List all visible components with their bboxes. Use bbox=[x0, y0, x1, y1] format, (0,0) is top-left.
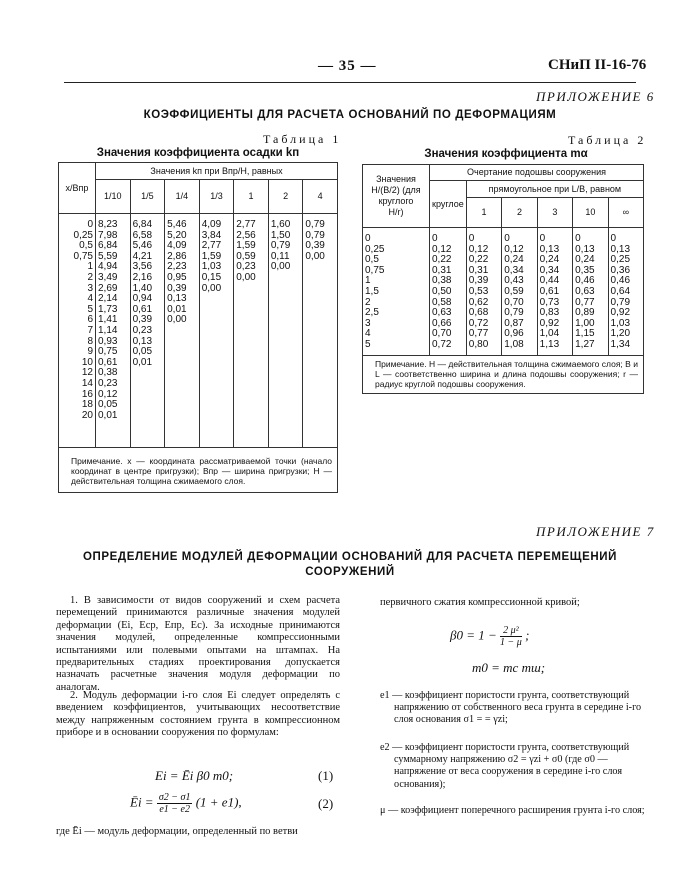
table-1-group-header: Значения kп при Bпр/H, равных bbox=[96, 163, 338, 180]
table-cell: 6,84 bbox=[132, 219, 153, 230]
table-cell: 4 bbox=[365, 328, 371, 340]
table-1-col-header: 1/3 bbox=[199, 180, 234, 214]
table-cell: 0,23 bbox=[236, 261, 256, 273]
table-cell: 5 bbox=[365, 338, 371, 350]
table-cell: 0,80 bbox=[468, 338, 489, 350]
table-1-column bbox=[130, 214, 165, 448]
table-cell: 20 bbox=[81, 409, 93, 421]
table-2-col-header: 10 bbox=[573, 198, 608, 228]
table-cell: 0,75 bbox=[365, 264, 385, 276]
table-cell: 1,04 bbox=[539, 328, 560, 340]
table-cell: 2,77 bbox=[236, 219, 256, 230]
table-cell: 0,31 bbox=[432, 264, 452, 276]
table-cell: 1,5 bbox=[365, 285, 379, 297]
table-cell: 4,09 bbox=[201, 219, 222, 230]
table-cell: 0,50 bbox=[432, 285, 452, 297]
table-2-round-header: круглое bbox=[430, 181, 467, 228]
appendix-6-title: КОЭФФИЦИЕНТЫ ДЛЯ РАСЧЕТА ОСНОВАНИЙ ПО ДЕФОРМАЦИЯМ bbox=[143, 109, 557, 121]
table-cell: 0,01 bbox=[98, 409, 118, 421]
table-2-col-header: 3 bbox=[537, 198, 572, 228]
definition-e1: e1 — коэффициент пористости грунта, соответствующий напряжению от собственного веса грунта в середине i-го слоя основания σ1 = = γzi; bbox=[380, 690, 642, 726]
table-cell: 1,00 bbox=[575, 317, 595, 329]
table-cell: 0,38 bbox=[98, 367, 118, 379]
table-cell: 2 bbox=[365, 296, 371, 308]
table-1-column bbox=[268, 214, 303, 448]
page-number: — 35 — bbox=[318, 58, 377, 74]
table-cell: 1,73 bbox=[98, 303, 118, 315]
table-cell: 0 bbox=[539, 233, 546, 244]
equation-beta: β0 = 1 − $\frac{\text{2 μ²}}{1 - \mu}$ ; bbox=[450, 625, 530, 648]
table-cell: 0,13 bbox=[610, 243, 631, 255]
table-cell: 0,13 bbox=[539, 243, 560, 255]
table-cell: 3 bbox=[87, 282, 93, 294]
table-cell: 2,77 bbox=[201, 240, 222, 252]
table-cell: 0,46 bbox=[610, 275, 631, 287]
table-cell: 2,5 bbox=[365, 307, 379, 319]
table-cell: 0,77 bbox=[575, 296, 595, 308]
table-cell: 0,92 bbox=[610, 307, 631, 319]
table-cell: 0,79 bbox=[305, 229, 325, 241]
table-cell: 1,27 bbox=[575, 338, 595, 350]
table-cell: 0,01 bbox=[132, 356, 153, 368]
paragraph-1: 1. В зависимости от видов сооружений и схем расчета перемещений принимаются различные значения модулей деформации (Ei, Eср, Eпр, Ec). За исходные принимаются значения модулей, определенные компрессионными испытаниями или полевыми опытами на штампах. На предварительных стадиях проектирования допускается назначать расчетные значения модуля деформации по аналогам. bbox=[56, 595, 340, 693]
table-cell: 0,58 bbox=[432, 296, 452, 308]
table-cell: 5,59 bbox=[98, 250, 118, 262]
table-cell: 4 bbox=[87, 293, 93, 305]
table-cell: 0,12 bbox=[504, 243, 524, 255]
table-cell: 6,58 bbox=[132, 229, 153, 241]
table-1-col-header: 1/5 bbox=[130, 180, 165, 214]
table-cell: 6 bbox=[87, 314, 93, 326]
table-cell: 0,62 bbox=[468, 296, 489, 308]
table-cell: 0,24 bbox=[575, 254, 595, 266]
table-cell: 0,15 bbox=[201, 271, 222, 283]
table-cell: 1,15 bbox=[575, 328, 595, 340]
table-cell: 0,44 bbox=[539, 275, 560, 287]
table-cell: 0,5 bbox=[365, 254, 379, 266]
table-cell: 0,00 bbox=[236, 271, 256, 283]
document-code: СНиП II-16-76 bbox=[548, 57, 647, 73]
appendix-7-title-line-1: ОПРЕДЕЛЕНИЕ МОДУЛЕЙ ДЕФОРМАЦИИ ОСНОВАНИЙ ДЛЯ РАСЧЕТА ПЕРЕМЕЩЕНИЙ bbox=[82, 551, 618, 563]
table-cell: 1,59 bbox=[201, 250, 222, 262]
table-2-note: Примечание. H — действительная толщина сжимаемого слоя; B и L — соответственно ширина и длина подошвы сооружения; r — радиус круглой подошвы сооружения. bbox=[363, 356, 644, 394]
table-cell: 0,13 bbox=[575, 243, 595, 255]
table-cell: 1,14 bbox=[98, 324, 118, 336]
table-cell: 0,79 bbox=[610, 296, 631, 308]
appendix-7-title-line-2: СООРУЖЕНИЙ bbox=[305, 566, 395, 578]
table-cell: 0,93 bbox=[98, 335, 118, 347]
table-2-column bbox=[573, 228, 608, 356]
table-cell: 0,05 bbox=[132, 346, 153, 358]
table-cell: 1,50 bbox=[270, 229, 291, 241]
table-cell: 5 bbox=[87, 303, 93, 315]
table-cell: 0,12 bbox=[468, 243, 489, 255]
table-1-caption: Значения коэффициента осадки kп bbox=[96, 147, 300, 159]
table-cell: 0,89 bbox=[575, 307, 595, 319]
table-cell: 0,61 bbox=[132, 303, 153, 315]
equation-1-number: (1) bbox=[318, 768, 334, 783]
table-cell: 0,22 bbox=[468, 254, 489, 266]
table-2-column bbox=[608, 228, 643, 356]
table-2-column bbox=[537, 228, 572, 356]
table-cell: 1,41 bbox=[98, 314, 118, 326]
header-rule bbox=[64, 82, 636, 83]
table-cell: 0 bbox=[365, 233, 371, 244]
table-cell: 1 bbox=[87, 261, 93, 273]
table-cell: 2,86 bbox=[167, 250, 187, 262]
appendix-6-label: ПРИЛОЖЕНИЕ 6 bbox=[536, 89, 655, 104]
table-1-x-column bbox=[59, 214, 96, 448]
table-cell: 0,53 bbox=[468, 285, 489, 297]
table-cell: 1,40 bbox=[132, 282, 153, 294]
table-cell: 5,46 bbox=[167, 219, 187, 230]
table-cell: 5,20 bbox=[167, 229, 187, 241]
table-cell: 2,14 bbox=[98, 293, 118, 305]
table-cell: 8,23 bbox=[98, 219, 118, 230]
table-cell: 0,39 bbox=[132, 314, 153, 326]
equation-1: Ei = Ēi β0 m0; bbox=[155, 768, 234, 783]
table-cell: 0,24 bbox=[539, 254, 560, 266]
table-1-row-header: x/Bпр bbox=[59, 163, 96, 214]
table-cell: 12 bbox=[81, 367, 93, 379]
table-cell: 3,84 bbox=[201, 229, 222, 241]
table-1-column bbox=[234, 214, 269, 448]
table-2-column bbox=[466, 228, 501, 356]
table-cell: 7,98 bbox=[98, 229, 118, 241]
table-cell: 0,87 bbox=[504, 317, 524, 329]
table-cell: 0,43 bbox=[504, 275, 524, 287]
table-cell: 4,09 bbox=[167, 240, 187, 252]
table-cell: 3 bbox=[365, 317, 371, 329]
table-cell: 0,70 bbox=[432, 328, 452, 340]
table-cell: 0,59 bbox=[504, 285, 524, 297]
table-1-col-header: 2 bbox=[268, 180, 303, 214]
table-2-col-header: 1 bbox=[466, 198, 501, 228]
table-2-col-header: 2 bbox=[502, 198, 537, 228]
table-cell: 0,72 bbox=[432, 338, 452, 350]
equation-2: Ēi = $\frac{\sigma 2 - \sigma 1}{e1 - e2}$ (1 + e1), bbox=[130, 792, 242, 815]
table-1-column bbox=[96, 214, 131, 448]
table-cell: 0,23 bbox=[132, 324, 153, 336]
table-cell: 4,94 bbox=[98, 261, 118, 273]
table-cell: 0,00 bbox=[305, 250, 325, 262]
table-cell: 0,59 bbox=[236, 250, 256, 262]
table-cell: 0,36 bbox=[610, 264, 631, 276]
table-cell: 0,00 bbox=[201, 282, 222, 294]
table-cell: 0,13 bbox=[167, 293, 187, 305]
table-cell: 0,46 bbox=[575, 275, 595, 287]
table-cell: 4,21 bbox=[132, 250, 153, 262]
table-cell: 0,63 bbox=[575, 285, 595, 297]
table-2-rect-header: прямоугольное при L/B, равном bbox=[466, 181, 643, 198]
table-cell: 0,34 bbox=[539, 264, 560, 276]
table-cell: 0,34 bbox=[504, 264, 524, 276]
table-cell: 0,73 bbox=[539, 296, 560, 308]
table-cell: 0,11 bbox=[270, 250, 290, 262]
table-cell: 0,70 bbox=[504, 296, 524, 308]
table-cell: 6,84 bbox=[98, 240, 118, 252]
table-cell: 1,03 bbox=[610, 317, 631, 329]
table-cell: 16 bbox=[81, 388, 93, 400]
table-cell: 1 bbox=[365, 275, 371, 287]
table-cell: 2,69 bbox=[98, 282, 118, 294]
table-2 bbox=[362, 164, 644, 394]
table-2-h-column bbox=[363, 228, 430, 356]
table-2-number: Таблица 2 bbox=[568, 133, 647, 147]
table-cell: 0,79 bbox=[270, 240, 291, 252]
table-cell: 0,68 bbox=[468, 307, 489, 319]
table-cell: 0,22 bbox=[432, 254, 452, 266]
table-cell: 0,95 bbox=[167, 271, 187, 283]
table-2-caption: Значения коэффициента mα bbox=[424, 148, 588, 160]
table-cell: 0,13 bbox=[132, 335, 153, 347]
definition-mu: μ — коэффициент поперечного расширения грунта i-го слоя; bbox=[380, 805, 645, 816]
where-clause: где Ēi — модуль деформации, определенный по ветви bbox=[56, 826, 298, 837]
table-1-col-header: 4 bbox=[303, 180, 338, 214]
table-cell: 0,24 bbox=[504, 254, 524, 266]
paragraph-continuation: первичного сжатия компрессионной кривой; bbox=[380, 597, 580, 608]
table-cell: 0,23 bbox=[98, 377, 118, 389]
table-cell: 0,25 bbox=[73, 229, 93, 241]
table-cell: 0,79 bbox=[504, 307, 524, 319]
table-cell: 0,72 bbox=[468, 317, 489, 329]
table-cell: 5,46 bbox=[132, 240, 153, 252]
table-1-number: Таблица 1 bbox=[263, 132, 342, 146]
paragraph-2: 2. Модуль деформации i-го слоя Ei следует определять с введением коэффициентов, учитывающих несоответствие между напряженным состоянием грунта в компрессионном приборе и в основании сооружения по формулам: bbox=[56, 690, 340, 739]
table-cell: 1,34 bbox=[610, 338, 631, 350]
table-cell: 0,77 bbox=[468, 328, 489, 340]
table-cell: 0,38 bbox=[432, 275, 452, 287]
table-2-row-header: Значения H/(B/2) (для круглого H/r) bbox=[363, 165, 430, 228]
table-cell: 2,16 bbox=[132, 271, 153, 283]
table-cell: 3,49 bbox=[98, 271, 118, 283]
table-cell: 0,5 bbox=[79, 240, 93, 252]
table-cell: 0 bbox=[575, 233, 581, 244]
table-cell: 0,39 bbox=[468, 275, 489, 287]
table-cell: 0,05 bbox=[98, 399, 118, 411]
equation-m0: m0 = mc mш; bbox=[472, 660, 546, 675]
table-2-group-header: Очертание подошвы сооружения bbox=[430, 165, 644, 181]
table-cell: 0,25 bbox=[365, 243, 385, 255]
table-cell: 0,39 bbox=[167, 282, 187, 294]
table-cell: 0,25 bbox=[610, 254, 631, 266]
table-cell: 1,20 bbox=[610, 328, 631, 340]
appendix-7-label: ПРИЛОЖЕНИЕ 7 bbox=[536, 524, 655, 539]
table-1-column bbox=[303, 214, 338, 448]
table-2-col-header: ∞ bbox=[608, 198, 643, 228]
table-cell: 1,60 bbox=[270, 219, 291, 230]
table-cell: 0,92 bbox=[539, 317, 560, 329]
table-cell: 2,56 bbox=[236, 229, 256, 241]
table-cell: 0,75 bbox=[98, 346, 118, 358]
table-cell: 0,83 bbox=[539, 307, 560, 319]
table-cell: 1,03 bbox=[201, 261, 222, 273]
table-cell: 0,00 bbox=[270, 261, 291, 273]
table-2-round-column bbox=[430, 228, 467, 356]
table-cell: 18 bbox=[81, 399, 93, 411]
definition-e2: e2 — коэффициент пористости грунта, соответствующий суммарному напряжению σ2 = γzi + σ0 (где σ0 — напряжение от веса сооружения в середине i-го слоя основания); bbox=[380, 742, 630, 790]
table-cell: 1,08 bbox=[504, 338, 524, 350]
table-cell: 8 bbox=[87, 335, 93, 347]
table-cell: 0,66 bbox=[432, 317, 452, 329]
table-2-column bbox=[502, 228, 537, 356]
table-1-column bbox=[165, 214, 200, 448]
equation-2-number: (2) bbox=[318, 796, 334, 811]
table-1 bbox=[58, 162, 338, 493]
table-cell: 0,12 bbox=[432, 243, 452, 255]
table-cell: 0,12 bbox=[98, 388, 118, 400]
table-cell: 10 bbox=[81, 356, 93, 368]
table-cell: 0,01 bbox=[167, 303, 187, 315]
table-cell: 2,23 bbox=[167, 261, 187, 273]
table-cell: 0 bbox=[432, 233, 438, 244]
table-cell: 0 bbox=[610, 233, 617, 244]
table-1-column bbox=[199, 214, 234, 448]
table-1-col-header: 1/10 bbox=[96, 180, 131, 214]
table-cell: 2 bbox=[87, 271, 93, 283]
table-cell: 0,00 bbox=[167, 314, 187, 326]
table-cell: 0,61 bbox=[98, 356, 118, 368]
table-1-note: Примечание. x — координата рассматриваемой точки (начало координат в центре пригрузки); Bпр — ширина пригрузки; H — действительная толщина сжимаемого слоя. bbox=[59, 448, 338, 493]
table-1-col-header: 1 bbox=[234, 180, 269, 214]
table-cell: 0,79 bbox=[305, 219, 325, 230]
table-cell: 0,35 bbox=[575, 264, 595, 276]
table-cell: 1,59 bbox=[236, 240, 256, 252]
table-cell: 14 bbox=[81, 377, 93, 389]
table-cell: 0,94 bbox=[132, 293, 153, 305]
table-cell: 9 bbox=[87, 346, 93, 358]
table-cell: 0 bbox=[468, 233, 475, 244]
table-cell: 0 bbox=[87, 219, 93, 230]
table-cell: 0,63 bbox=[432, 307, 452, 319]
table-cell: 1,13 bbox=[539, 338, 560, 350]
table-1-col-header: 1/4 bbox=[165, 180, 200, 214]
table-cell: 3,56 bbox=[132, 261, 153, 273]
table-cell: 0,96 bbox=[504, 328, 524, 340]
table-cell: 0,75 bbox=[73, 250, 93, 262]
table-cell: 0,64 bbox=[610, 285, 631, 297]
table-cell: 7 bbox=[87, 324, 93, 336]
table-cell: 0,39 bbox=[305, 240, 325, 252]
table-cell: 0,31 bbox=[468, 264, 489, 276]
table-cell: 0,61 bbox=[539, 285, 560, 297]
table-cell: 0 bbox=[504, 233, 510, 244]
